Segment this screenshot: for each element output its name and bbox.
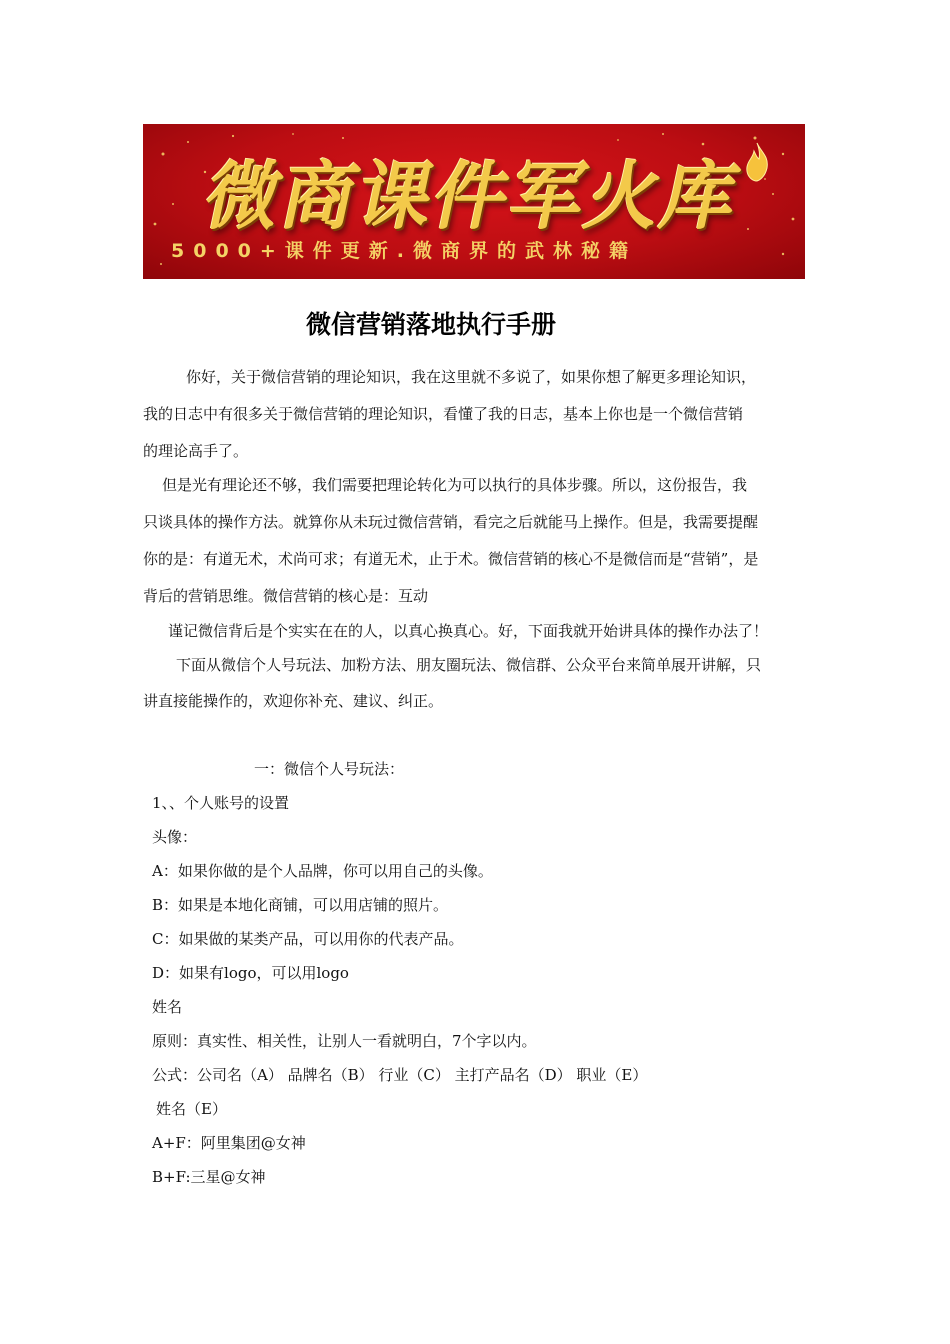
- paragraph-line: 背后的营销思维。微信营销的核心是：互动: [143, 587, 429, 605]
- list-item: A：如果你做的是个人品牌，你可以用自己的头像。: [152, 862, 493, 880]
- list-item: 姓名（E）: [156, 1100, 227, 1118]
- list-item: D：如果有logo，可以用logo: [152, 964, 349, 982]
- banner-title: 微商课件军火库: [197, 154, 748, 240]
- banner-image: [143, 124, 805, 279]
- list-item: 姓名: [152, 998, 183, 1016]
- list-item: 头像：: [152, 828, 198, 846]
- paragraph-line: 下面从微信个人号玩法、加粉方法、朋友圈玩法、微信群、公众平台来简单展开讲解，只: [176, 656, 762, 674]
- paragraph-line: 讲直接能操作的，欢迎你补充、建议、纠正。: [143, 692, 444, 710]
- list-item: 公式：公司名（A） 品牌名（B） 行业（C） 主打产品名（D） 职业（E）: [152, 1066, 648, 1084]
- paragraph-line: 你好，关于微信营销的理论知识，我在这里就不多说了，如果你想了解更多理论知识，: [186, 368, 757, 386]
- paragraph-line: 但是光有理论还不够，我们需要把理论转化为可以执行的具体步骤。所以，这份报告，我: [162, 476, 748, 494]
- paragraph-line: 谨记微信背后是个实实在在的人，以真心换真心。好，下面我就开始讲具体的操作办法了！: [168, 622, 769, 640]
- list-item: C：如果做的某类产品，可以用你的代表产品。: [152, 930, 464, 948]
- list-item: 1、、个人账号的设置: [152, 794, 290, 812]
- list-item: B：如果是本地化商铺，可以用店铺的照片。: [152, 896, 449, 914]
- document-title: 微信营销落地执行手册: [305, 310, 556, 339]
- banner-subtitle: 5000+课件更新.微商界的武林秘籍: [171, 240, 638, 262]
- paragraph-line: 的理论高手了。: [143, 442, 249, 460]
- list-item: A+F：阿里集团@女神: [152, 1134, 306, 1152]
- list-item: 原则：真实性、相关性，让别人一看就明白，7个字以内。: [152, 1032, 537, 1050]
- paragraph-line: 只谈具体的操作方法。就算你从未玩过微信营销，看完之后就能马上操作。但是，我需要提醒: [143, 513, 759, 531]
- paragraph-line: 你的是：有道无术，术尚可求；有道无术，止于术。微信营销的核心不是微信而是“营销”，是: [143, 550, 759, 568]
- section-heading: 一：微信个人号玩法：: [254, 760, 405, 778]
- list-item: B+F:三星@女神: [152, 1168, 266, 1186]
- paragraph-line: 我的日志中有很多关于微信营销的理论知识，看懂了我的日志，基本上你也是一个微信营销: [143, 405, 744, 423]
